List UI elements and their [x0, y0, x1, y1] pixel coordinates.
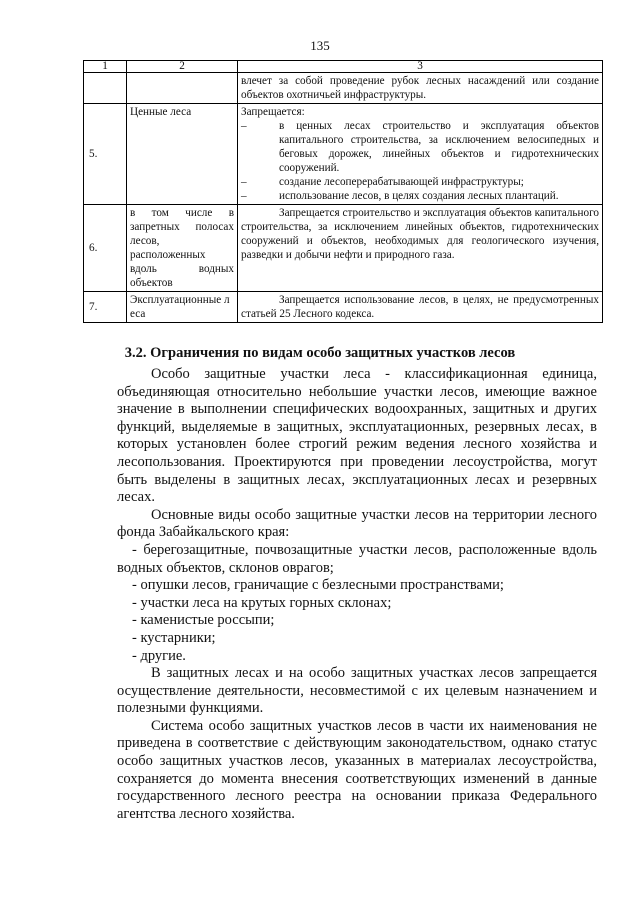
table-row — [84, 104, 603, 205]
paragraph: Система особо защитных участков лесов в части их наименования не приведена в соответствие с действующим законодательством, однако статус особо защитных участков лесов, указанных в материалах лесоустройства, сохраняется до момента внесения соответствующих изменений в данные государственного лесного реестра на основании приказа Федерального агентства лесного хозяйства. — [117, 717, 597, 822]
page-number: 135 — [310, 38, 330, 53]
table-row — [84, 292, 603, 323]
row-number: 6. — [84, 205, 127, 292]
list-item: - кустарники; — [132, 629, 216, 646]
restriction-paragraph: Запрещается использование лесов, в целях, не предусмотренных статьей 25 Лесного кодекса. — [241, 294, 599, 320]
restrictions-table — [83, 60, 603, 323]
restriction-text — [238, 292, 603, 323]
list-item — [241, 119, 599, 175]
paragraph: Особо защитные участки леса - классификационная единица, объединяющая относительно небольшие участки лесов, имеющие важное значение в выполнении специфических водоохранных, защитных и других функций, выделяемые в защитных, эксплуатационных, резервных лесах, в которых установлен более строгий режим ведения лесного хозяйства и лесопользования. Проектируются при проведении лесоустройства, могут быть выделены в защитных лесах, эксплуатационных лесах и резервных лесах. — [117, 366, 597, 506]
section-heading: 3.2. Ограничения по видам особо защитных участков лесов — [124, 345, 516, 361]
row-number: 5. — [84, 104, 127, 205]
column-header-2: 2 — [127, 61, 238, 73]
list-item-text: использование лесов, в целях создания лесных плантаций. — [279, 190, 559, 202]
restriction-text — [238, 104, 603, 205]
paragraph: В защитных лесах и на особо защитных участках лесов запрещается осуществление деятельности, несовместимой с их целевым назначением и полезными функциями. — [117, 665, 597, 717]
list-item: - другие. — [132, 647, 186, 664]
column-header-1: 1 — [84, 61, 127, 73]
list-item — [241, 175, 599, 189]
list-item: - участки леса на крутых горных склонах; — [132, 594, 392, 611]
table-header-row — [84, 61, 603, 73]
restriction-paragraph: Запрещается строительство и эксплуатация объектов капитального строительства, за исключением линейных объектов, гидротехнических сооружений и объектов, необходимых для геологического изучения, разведки и добычи нефти и природного газа. — [241, 207, 599, 261]
paragraph: Основные виды особо защитные участки лесов на территории лесного фонда Забайкальского края: — [117, 506, 597, 541]
forest-category: Ценные леса — [127, 104, 238, 205]
list-item: - берегозащитные, почвозащитные участки лесов, расположенные вдоль водных объектов, склонов оврагов; — [117, 541, 597, 576]
table-cell-empty — [127, 73, 238, 104]
column-header-3: 3 — [238, 61, 603, 73]
table-cell-continuation — [238, 73, 603, 104]
table-row — [84, 205, 603, 292]
dash-mark: – — [241, 176, 247, 188]
list-item — [241, 189, 599, 203]
forest-category: Эксплуатационные леса — [127, 292, 238, 323]
row-number: 7. — [84, 292, 127, 323]
restriction-text — [238, 205, 603, 292]
forest-category: в том числе в запретных полосах лесов, расположенных вдоль водных объектов — [127, 205, 238, 292]
dash-mark: – — [241, 120, 247, 132]
dash-mark: – — [241, 190, 247, 202]
list-item-text: создание лесоперерабатывающей инфраструктуры; — [279, 176, 524, 188]
section-body — [117, 366, 597, 823]
continuation-text: влечет за собой проведение рубок лесных насаждений или создание объектов охотничьей инфраструктуры. — [241, 75, 599, 101]
list-item: - каменистые россыпи; — [132, 612, 275, 629]
restriction-intro: Запрещается: — [241, 106, 305, 118]
table-row — [84, 73, 603, 104]
list-item-text: в ценных лесах строительство и эксплуатация объектов капитального строительства, за исключением велосипедных и беговых дорожек, линейных объектов и гидротехнических сооружений. — [279, 120, 599, 174]
table-cell-empty — [84, 73, 127, 104]
list-item: - опушки лесов, граничащие с безлесными пространствами; — [132, 577, 504, 594]
